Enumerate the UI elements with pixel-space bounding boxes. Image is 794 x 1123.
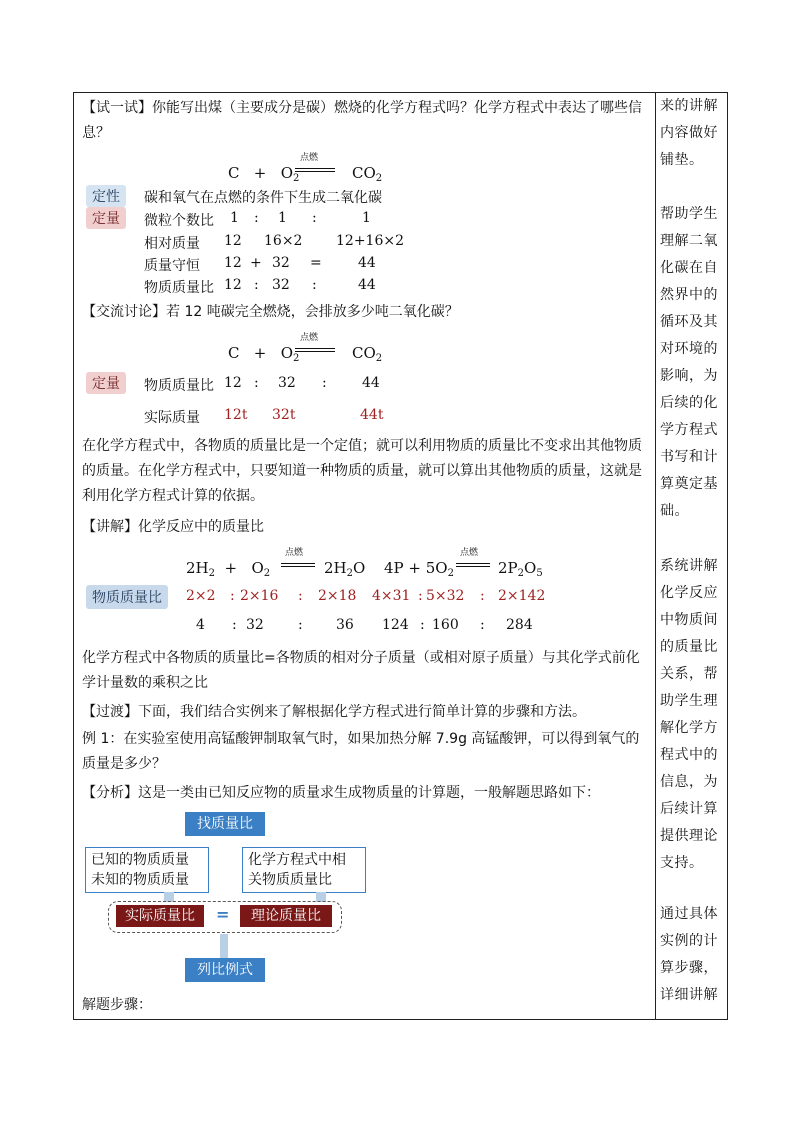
actual-mass-value: 12t (224, 407, 248, 423)
note-line: 对环境的 (660, 341, 718, 357)
note-line: 铺垫。 (660, 152, 704, 168)
equals-symbol: = (216, 905, 230, 924)
note-line: 内容做好 (660, 125, 718, 141)
note-block-4 (660, 901, 718, 1009)
note-line: 中物质间 (660, 612, 718, 628)
actual-ratio-box: 实际质量比 (116, 905, 204, 927)
condition-ignite: 点燃 (285, 548, 304, 558)
ratio-red: 5×32 (426, 588, 465, 604)
lesson-table (73, 92, 728, 1020)
ratio-value: 160 (432, 617, 459, 633)
actual-mass-value: 32t (272, 407, 296, 423)
tag-qualitative: 定性 (86, 185, 126, 207)
row-sep: : (254, 210, 259, 226)
try-paragraph: 【试一试】你能写出煤（主要成分是碳）燃烧的化学方程式吗？化学方程式中表达了哪些信息？ (82, 100, 642, 141)
equation-ratio-text: 关物质质量比 (248, 872, 332, 888)
ratio-value: : (420, 617, 425, 633)
ratio-red: 2×18 (318, 588, 357, 604)
note-line: 实例的计 (660, 933, 718, 949)
equation-hydrogen: $2H_2$ + $O_2$ (186, 559, 271, 579)
tag-quantitative: 定量 (86, 207, 126, 229)
row-value: 1 (230, 210, 239, 226)
ratio-red: 2×142 (498, 588, 546, 604)
ratio-red: : (298, 588, 303, 604)
mass-ratio-value: 44 (362, 375, 380, 391)
mass-ratio-label: 物质质量比 (144, 378, 214, 394)
note-line: 解化学方 (660, 720, 718, 736)
note-line: 助学生理 (660, 693, 718, 709)
main-column (82, 93, 650, 1019)
note-line: 算步骤， (660, 960, 718, 976)
mass-ratio-value: 32 (278, 375, 296, 391)
equals-sign (295, 348, 335, 352)
row-value: 44 (358, 277, 376, 293)
row-label: 微粒个数比 (144, 213, 214, 229)
explain-paragraph: 【讲解】化学反应中的质量比 (82, 519, 264, 535)
note-line: 算奠定基 (660, 476, 718, 492)
row-value: 12 (224, 277, 242, 293)
row-value: 32 (272, 277, 290, 293)
note-block-3 (660, 553, 718, 877)
note-line: 影响，为 (660, 368, 718, 384)
column-divider (655, 93, 656, 1019)
ratio-red: 2×2 (186, 588, 216, 604)
note-block-1 (660, 93, 718, 174)
note-line: 学方程式 (660, 422, 718, 438)
row-sep: + (250, 255, 262, 271)
row-value: 1 (362, 210, 371, 226)
row-label: 物质质量比 (144, 280, 214, 296)
note-line: 理解二氧 (660, 233, 718, 249)
note-line: 关系，帮 (660, 666, 718, 682)
known-mass-box (85, 847, 209, 893)
note-line: 来的讲解 (660, 98, 718, 114)
theory-ratio-box: 理论质量比 (240, 905, 332, 927)
transition-paragraph: 【过渡】下面，我们结合实例来了解根据化学方程式进行简单计算的步骤和方法。 (82, 704, 586, 720)
equation-phosphorus: $4P + 5O_2$ (384, 559, 454, 579)
note-line: 的质量比 (660, 639, 718, 655)
condition-ignite: 点燃 (300, 333, 319, 343)
ratio-value: 36 (336, 617, 354, 633)
ratio-value: 284 (506, 617, 533, 633)
ratio-value: 124 (382, 617, 409, 633)
row-sep: = (310, 255, 322, 271)
note-line: 详细讲解 (660, 987, 718, 1003)
tag-quantitative: 定量 (86, 372, 126, 394)
condition-ignite: 点燃 (300, 153, 319, 163)
product-co2: $CO_2$ (352, 164, 383, 184)
note-line: 书写和计 (660, 449, 718, 465)
actual-mass-label: 实际质量 (144, 410, 200, 426)
row-value: 12 (224, 255, 242, 271)
note-line: 程式中的 (660, 747, 718, 763)
ratio-paragraph: 在化学方程式中，各物质的质量比是一个定值；就可以利用物质的质量比不变求出其他物质的质量。在化学方程式中，只要知道一种物质的质量，就可以算出其他物质的质量，这就是利用化学方程式计算的依据。 (82, 438, 642, 504)
discussion-paragraph: 【交流讨论】若 12 吨碳完全燃烧，会排放多少吨二氧化碳？ (82, 304, 459, 320)
equation-carbon-combustion: C + $O_2$ (228, 164, 300, 184)
note-line: 循环及其 (660, 314, 718, 330)
tag-mass-ratio: 物质质量比 (86, 585, 168, 609)
row-value: 1 (278, 210, 287, 226)
steps-label: 解题步骤： (82, 997, 152, 1013)
equals-sign (456, 563, 490, 567)
note-line: 信息，为 (660, 774, 718, 790)
condition-ignite: 点燃 (460, 548, 479, 558)
note-block-2 (660, 201, 718, 525)
row-sep: : (312, 277, 317, 293)
note-line: 提供理论 (660, 828, 718, 844)
equals-sign (281, 563, 315, 567)
equation-ratio-text: 化学方程式中相 (248, 852, 346, 868)
equation-carbon-combustion-2: C + $O_2$ (228, 344, 300, 364)
note-line: 后续的化 (660, 395, 718, 411)
known-mass-text: 已知的物质质量 (91, 852, 189, 868)
ratio-value: 4 (196, 617, 205, 633)
rule-paragraph: 化学方程式中各物质的质量比=各物质的相对分子质量（或相对原子质量）与其化学式前化学计量数的乘积之比 (82, 650, 640, 691)
note-line: 支持。 (660, 855, 704, 871)
row-value: 16×2 (264, 233, 303, 249)
find-ratio-box: 找质量比 (185, 812, 265, 836)
qualitative-text: 碳和氧气在点燃的条件下生成二氧化碳 (144, 190, 382, 206)
note-line: 系统讲解 (660, 558, 718, 574)
note-line: 础。 (660, 503, 689, 519)
row-label: 相对质量 (144, 236, 200, 252)
row-value: 12+16×2 (336, 233, 404, 249)
ratio-red: 4×31 (372, 588, 411, 604)
row-value: 32 (272, 255, 290, 271)
ratio-red: 2×16 (240, 588, 279, 604)
note-line: 通过具体 (660, 906, 718, 922)
note-line: 帮助学生 (660, 206, 718, 222)
row-sep: : (254, 277, 259, 293)
ratio-red: : (418, 588, 423, 604)
row-label: 质量守恒 (144, 258, 200, 274)
arrow-down (220, 934, 228, 958)
ratio-value: : (298, 617, 303, 633)
proportion-box: 列比例式 (185, 958, 265, 982)
note-line: 后续计算 (660, 801, 718, 817)
ratio-red: : (230, 588, 235, 604)
actual-mass-value: 44t (360, 407, 384, 423)
equation-ratio-box (242, 847, 366, 893)
product-p2o5: $2P_2O_5$ (498, 559, 543, 579)
note-line: 化碳在自 (660, 260, 718, 276)
mass-ratio-value: 12 (224, 375, 242, 391)
mass-ratio-sep: : (322, 375, 327, 391)
row-sep: : (312, 210, 317, 226)
ratio-value: : (232, 617, 237, 633)
product-h2o: $2H_2O$ (324, 559, 366, 579)
example-paragraph: 例 1：在实验室使用高锰酸钾制取氧气时，如果加热分解 7.9g 高锰酸钾，可以得到氧气的质量是多少？ (82, 731, 640, 772)
ratio-value: : (480, 617, 485, 633)
note-line: 然界中的 (660, 287, 718, 303)
ratio-value: 32 (246, 617, 264, 633)
unknown-mass-text: 未知的物质质量 (91, 872, 189, 888)
analysis-paragraph: 【分析】这是一类由已知反应物的质量求生成物质量的计算题，一般解题思路如下： (82, 785, 600, 801)
mass-ratio-sep: : (254, 375, 259, 391)
row-value: 12 (224, 233, 242, 249)
row-value: 44 (358, 255, 376, 271)
ratio-red: : (480, 588, 485, 604)
product-co2: $CO_2$ (352, 344, 383, 364)
equals-sign (295, 168, 335, 172)
note-line: 化学反应 (660, 585, 718, 601)
